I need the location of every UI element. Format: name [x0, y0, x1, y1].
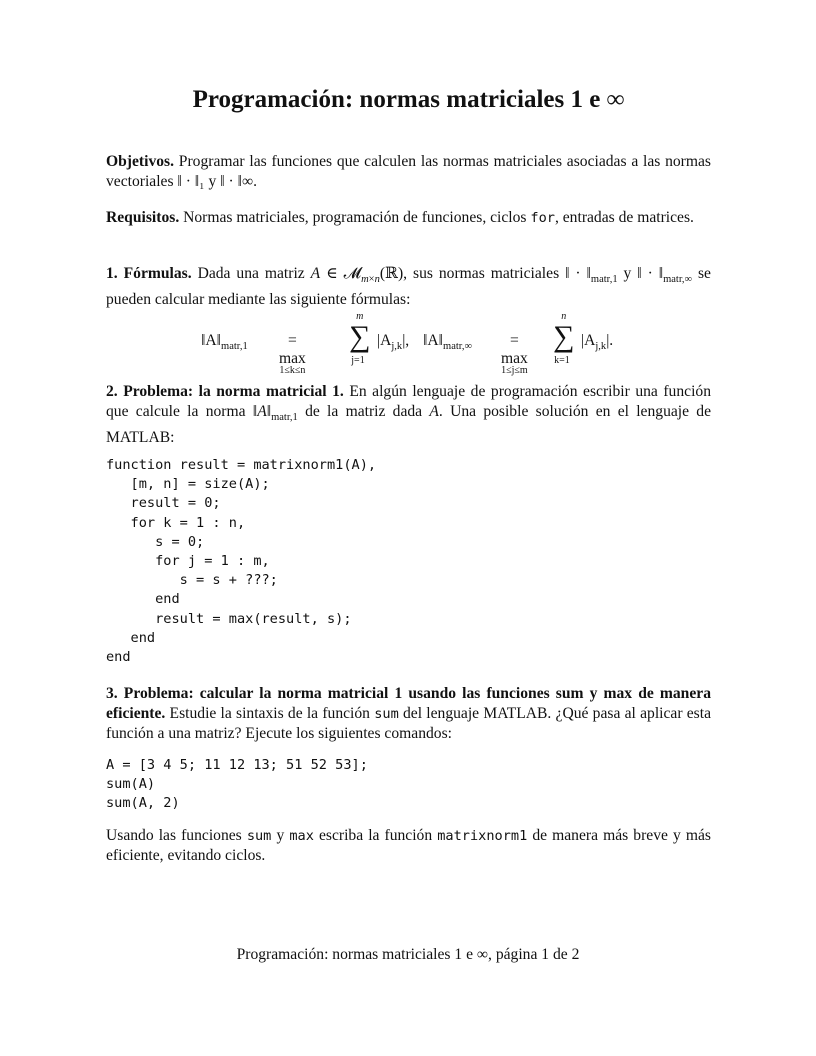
section-3-paragraph — [106, 684, 711, 744]
formula-right-max: = max 1≤j≤m — [501, 332, 528, 376]
section-3-closing-paragraph — [106, 826, 711, 866]
formula-right-sigma: ∑ n k=1 — [553, 311, 575, 366]
section-1-text-c: se pueden calcular mediante las siguiente fórmulas: — [106, 265, 711, 309]
section-3-text-f: de manera más breve y más eficiente, evitando ciclos. — [106, 827, 711, 864]
requisitos-text-a: Normas matriciales, programación de funciones, ciclos — [183, 209, 527, 226]
formula-right-lhs: ‖A‖ — [423, 332, 444, 349]
formula-right-term: $|A_{j,k}|$. — [581, 332, 614, 353]
sum-commands-code-block — [106, 756, 711, 814]
section-2-label: 2. Problema: la norma matricial 1. — [106, 383, 344, 400]
page-title: Programación: normas matriciales 1 e ∞ — [192, 86, 625, 113]
section-1-paragraph: 1. Fórmulas. Dada una matriz A ∈ 𝓜$_{m\times n}$(ℝ), sus normas matriciales ‖ · $‖_{matr,1}$ y ‖ · $‖_{matr,\infty}$ se pueden calcular mediante las siguiente fórmulas: — [106, 265, 711, 309]
formula-left-sigma: ∑ m j=1 — [349, 311, 371, 366]
page-footer: Programación: normas matriciales 1 e ∞, página 1 de 2 — [236, 946, 580, 963]
matrixnorm1-code-block — [106, 456, 711, 667]
objetivos-label: Objetivos. — [106, 153, 175, 170]
section-3-code-max: max — [289, 828, 314, 844]
section-3-text-c: Usando las funciones — [106, 827, 242, 844]
requisitos-text-b: , entradas de matrices. — [554, 209, 694, 226]
section-3-code-sum-2: sum — [246, 828, 272, 844]
section-3-text-b: del lenguaje MATLAB. ¿Qué pasa al aplicar esta función a una matriz? Ejecute los siguientes comandos: — [106, 705, 711, 742]
section-3-code-sum: sum — [374, 706, 399, 722]
section-1-text-a: Dada una matriz — [197, 265, 305, 282]
section-3-code-matrixnorm1: matrixnorm1 — [437, 828, 528, 844]
requisitos-code-for: for — [530, 210, 555, 226]
section-1-label: 1. Fórmulas. — [106, 265, 192, 282]
requisitos-label: Requisitos. — [106, 209, 180, 226]
formula-left-sub: matr,1 — [221, 341, 248, 353]
formula-right-lim: 1≤j≤m — [501, 365, 528, 376]
section-3-label: 3. Problema: calcular la norma matricial 1 usando las funciones sum y max de manera eficiente. — [106, 685, 711, 722]
matlab-commands-listing: A = [3 4 5; 11 12 13; 51 52 53]; sum(A) sum(A, 2) — [106, 757, 368, 812]
formula-right-sub: matr,∞ — [443, 341, 472, 353]
formula-left-term: $|A_{j,k}|$, — [377, 332, 410, 353]
norm-formulas — [106, 311, 711, 376]
matlab-code-listing: function result = matrixnorm1(A), [m, n] = size(A); result = 0; for k = 1 : n, s = 0; for j = 1 : m, s = s + ???; end result = max(result, s); end end — [106, 457, 377, 666]
section-3-text-e: escriba la función — [318, 827, 433, 844]
objetivos-paragraph — [106, 152, 711, 192]
objetivos-text: Programar las funciones que calculen las normas matriciales asociadas a las normas vectoriales ‖ · ‖₁ y ‖ · ‖∞. — [106, 153, 711, 190]
formula-left-lhs: ‖A‖ — [201, 332, 222, 349]
section-3-text-a: Estudie la sintaxis de la función — [169, 705, 370, 722]
section-2-text-c: Una posible solución en el lenguaje de MATLAB: — [106, 403, 712, 447]
section-2-text-b: de la matriz dada — [305, 403, 423, 420]
formula-left-lim: 1≤k≤n — [279, 365, 306, 376]
section-1-text-b: sus normas matriciales — [413, 265, 560, 282]
requisitos-paragraph — [106, 208, 711, 228]
section-2-paragraph: 2. Problema: la norma matricial 1. En algún lenguaje de programación escribir una función que calcule la norma $‖A‖_{matr,1}$ de la matriz dada A. Una posible solución en el lenguaje de MATLAB: — [106, 383, 712, 447]
section-2-text-a: En algún lenguaje de programación escribir una función que calcule la norma — [106, 383, 711, 420]
section-3-text-d: y — [276, 827, 285, 844]
formula-left-max: = max 1≤k≤n — [279, 332, 306, 376]
